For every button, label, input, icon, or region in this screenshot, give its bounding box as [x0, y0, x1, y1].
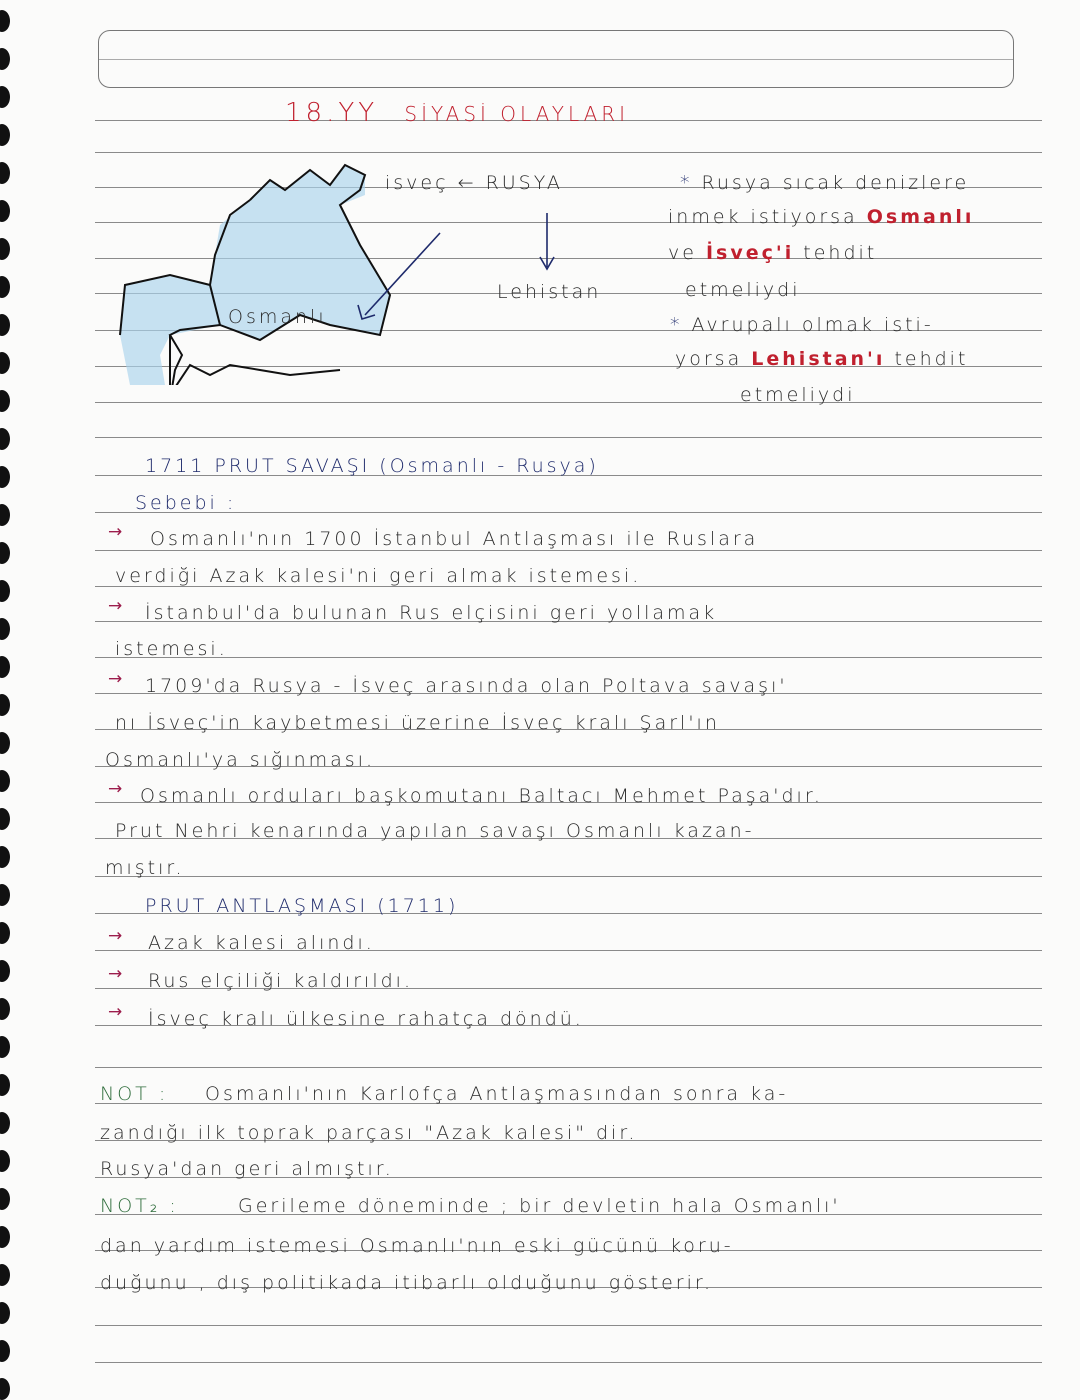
- text-line: verdiği Azak kalesi'ni geri almak istemesi.: [115, 565, 642, 587]
- binding-hole: [0, 1302, 10, 1324]
- note-line: Rusya'dan geri almıştır.: [100, 1158, 394, 1180]
- note-line: Avrupalı olmak isti-: [691, 314, 934, 336]
- binding-hole: [0, 580, 10, 602]
- ruled-line: [95, 657, 1042, 658]
- text-line: nı İsveç'in kaybetmesi üzerine İsveç kralı Şarl'ın: [115, 712, 720, 734]
- binding-hole: [0, 124, 10, 146]
- binding-hole: [0, 694, 10, 716]
- section-heading-prut-antlasmasi: PRUT ANTLAŞMASI (1711): [145, 895, 459, 917]
- ruled-line: [95, 512, 1042, 513]
- binding-hole: [0, 656, 10, 678]
- binding-hole: [0, 10, 10, 32]
- text-line: 1709'da Rusya - İsveç arasında olan Poltava savaşı': [145, 675, 788, 697]
- label-isvec: isveç: [385, 172, 449, 194]
- binding-hole: [0, 352, 10, 374]
- binding-hole: [0, 1264, 10, 1286]
- note-line: etmeliydi: [685, 279, 801, 301]
- note-highlight: İsveç'i: [705, 242, 795, 264]
- note-line: ve: [668, 242, 697, 264]
- arrow-right-icon: →: [108, 779, 123, 799]
- arrow-right-icon: →: [108, 964, 123, 984]
- header-box: [98, 30, 1014, 88]
- binding-hole: [0, 618, 10, 640]
- label-lehistan: Lehistan: [497, 281, 602, 303]
- binding-hole: [0, 238, 10, 260]
- binding-hole: [0, 390, 10, 412]
- binding-hole: [0, 1340, 10, 1362]
- ruled-line: [95, 550, 1042, 551]
- binding-hole: [0, 542, 10, 564]
- ruled-line: [95, 1362, 1042, 1363]
- binding-hole: [0, 48, 10, 70]
- binding-hole: [0, 770, 10, 792]
- ruled-line: [95, 1325, 1042, 1326]
- note-line: tehdit: [894, 348, 969, 370]
- note2-label: NOT₂ :: [100, 1195, 179, 1217]
- note-line: duğunu , dış politikada itibarlı olduğunu gösterir.: [100, 1272, 714, 1294]
- text-line: Prut Nehri kenarında yapılan savaşı Osmanlı kazan-: [115, 820, 755, 842]
- note-highlight: Lehistan'ı: [751, 348, 886, 370]
- arrow-right-icon: →: [108, 669, 123, 689]
- binding-hole: [0, 504, 10, 526]
- binding-hole: [0, 846, 10, 868]
- binding-hole: [0, 808, 10, 830]
- note-line: dan yardım istemesi Osmanlı'nın eski gücünü koru-: [100, 1235, 734, 1257]
- ruled-line: [95, 402, 1042, 403]
- binding-hole: [0, 884, 10, 906]
- note-line: tehdit: [803, 242, 878, 264]
- arrow-right-icon: →: [108, 926, 123, 946]
- treaty-item: İsveç kralı ülkesine rahatça döndü.: [148, 1008, 584, 1030]
- text-line: mıştır.: [105, 857, 185, 879]
- note-highlight: Osmanlı: [866, 206, 975, 228]
- text-line: Osmanlı'ya sığınması.: [105, 749, 376, 771]
- binding-hole: [0, 1036, 10, 1058]
- treaty-item: Azak kalesi alındı.: [148, 932, 375, 954]
- text-line: Osmanlı'nın 1700 İstanbul Antlaşması ile Ruslara: [150, 528, 759, 550]
- note-line: Rusya sıcak denizlere: [701, 172, 970, 194]
- page-title: [285, 98, 629, 128]
- binding-hole: [0, 732, 10, 754]
- binding-hole: [0, 1112, 10, 1134]
- arrow-right-icon: →: [108, 1002, 123, 1022]
- binding-hole: [0, 276, 10, 298]
- treaty-item: Rus elçiliği kaldırıldı.: [148, 970, 413, 992]
- note-line: Osmanlı'nın Karlofça Antlaşmasından sonra ka-: [205, 1083, 789, 1105]
- binding-hole: [0, 922, 10, 944]
- binding-hole: [0, 314, 10, 336]
- title-number: 18.YY: [285, 98, 379, 128]
- binding-hole: [0, 428, 10, 450]
- binding-hole: [0, 200, 10, 222]
- text-line: istemesi.: [115, 638, 228, 660]
- label-rusya: RUSYA: [485, 172, 563, 194]
- ruled-line: [95, 876, 1042, 877]
- note-line: etmeliydi: [740, 384, 856, 406]
- note-line: zandığı ilk toprak parçası "Azak kalesi" dir.: [100, 1122, 638, 1144]
- arrow-left-icon: ←: [457, 172, 477, 194]
- binding-hole: [0, 1188, 10, 1210]
- note-line: inmek istiyorsa: [668, 206, 858, 228]
- ruled-line: [95, 1067, 1042, 1068]
- text-line: İstanbul'da bulunan Rus elçisini geri yollamak: [145, 602, 718, 624]
- note-line: Gerileme döneminde ; bir devletin hala Osmanlı': [238, 1195, 841, 1217]
- text-line: Osmanlı orduları başkomutanı Baltacı Mehmet Paşa'dır.: [140, 785, 823, 807]
- label-osmanli: Osmanlı: [228, 306, 327, 328]
- star-icon: *: [670, 314, 683, 336]
- title-text: SİYASİ OLAYLARI: [404, 102, 630, 126]
- arrow-right-icon: →: [108, 522, 123, 542]
- binding-hole: [0, 466, 10, 488]
- map-label-isvec-rusya: [385, 172, 563, 194]
- binding-hole: [0, 1226, 10, 1248]
- binding-hole: [0, 1074, 10, 1096]
- cause-label: Sebebi :: [135, 492, 237, 514]
- binding-hole: [0, 1150, 10, 1172]
- binding-hole: [0, 998, 10, 1020]
- binding-hole: [0, 960, 10, 982]
- section-heading-prut-savasi: 1711 PRUT SAVAŞI (Osmanlı - Rusya): [145, 455, 599, 477]
- note-line: yorsa: [675, 348, 743, 370]
- ruled-line: [95, 152, 1042, 153]
- binding-hole: [0, 162, 10, 184]
- note1-label: NOT :: [100, 1083, 169, 1105]
- arrow-right-icon: →: [108, 596, 123, 616]
- ruled-line: [95, 437, 1042, 438]
- star-icon: *: [680, 172, 693, 194]
- binding-hole: [0, 86, 10, 108]
